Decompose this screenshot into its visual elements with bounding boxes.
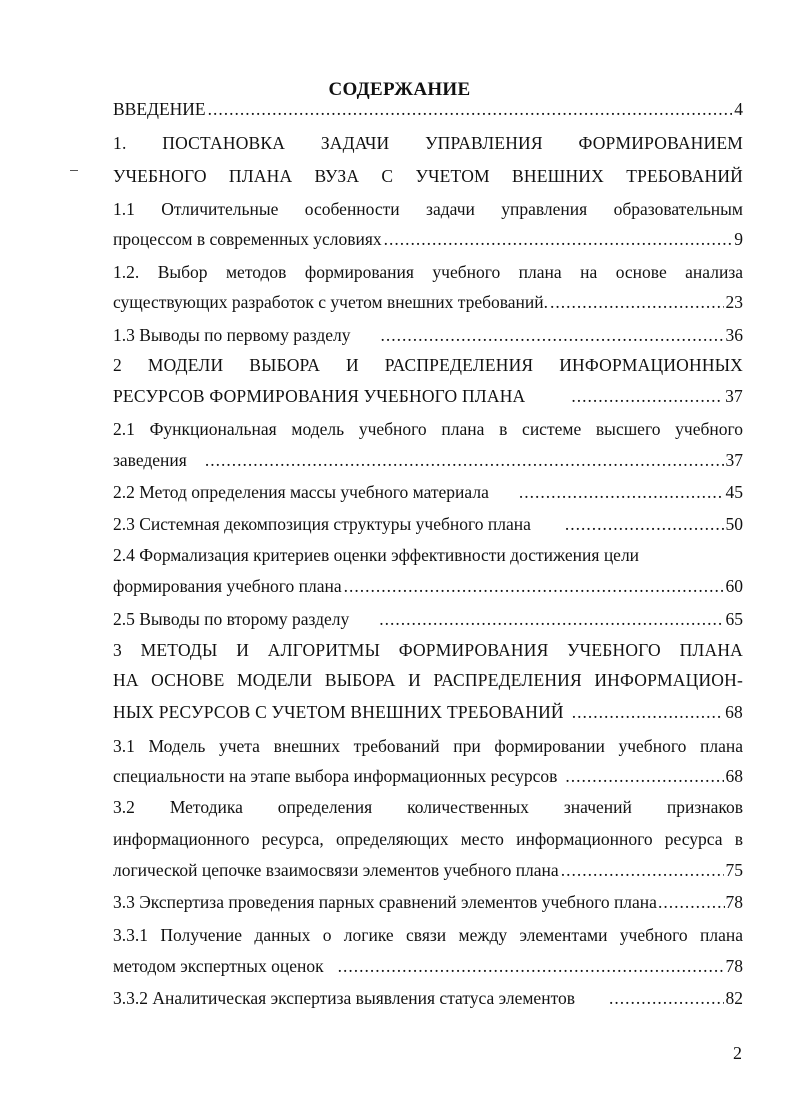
toc-entry-3-3-1-line-1: 3.3.1 Получение данных о логике связи между элементами учебного плана — [113, 925, 743, 945]
toc-entry-text: процессом в современных условиях — [113, 229, 382, 249]
dot-leader — [344, 576, 724, 596]
page-title: СОДЕРЖАНИЕ — [328, 79, 471, 100]
toc-page-number: 23 — [725, 292, 743, 312]
toc-entry-2-5 — [113, 609, 743, 629]
dot-leader — [384, 229, 733, 249]
toc-entry-text: существующих разработок с учетом внешних требований. — [113, 292, 549, 312]
toc-page-number: 68 — [725, 766, 743, 786]
dot-leader — [379, 609, 723, 629]
toc-entry-1-3 — [113, 325, 743, 345]
toc-entry-text: 2.5 Выводы по второму разделу — [113, 609, 350, 629]
toc-entry-2-1-line-2 — [113, 450, 743, 470]
dot-leader — [550, 292, 723, 312]
toc-page-number: 45 — [725, 482, 743, 502]
toc-page-number: 78 — [725, 956, 743, 976]
dot-leader — [571, 386, 723, 406]
toc-entry-1-1-line-1: 1.1 Отличительные особенности задачи управления образовательным — [113, 199, 743, 219]
toc-chapter-2-line-1: 2 МОДЕЛИ ВЫБОРА И РАСПРЕДЕЛЕНИЯ ИНФОРМАЦИОННЫХ — [113, 355, 743, 375]
dot-leader — [565, 766, 723, 786]
toc-page-number: 9 — [734, 229, 743, 249]
toc-entry-3-3-2 — [113, 988, 743, 1008]
toc-chapter-3-line-3 — [113, 702, 743, 722]
toc-page-number: 68 — [725, 702, 743, 722]
toc-entry-text: 3.3.2 Аналитическая экспертиза выявления статуса элементов — [113, 988, 575, 1008]
toc-entry-1-2-line-1: 1.2. Выбор методов формирования учебного плана на основе анализа — [113, 262, 743, 282]
toc-chapter-3-line-1: 3 МЕТОДЫ И АЛГОРИТМЫ ФОРМИРОВАНИЯ УЧЕБНОГО ПЛАНА — [113, 640, 743, 660]
dot-leader — [205, 450, 724, 470]
toc-chapter-3-line-2: НА ОСНОВЕ МОДЕЛИ ВЫБОРА И РАСПРЕДЕЛЕНИЯ ИНФОРМАЦИОН- — [113, 670, 743, 690]
dot-leader — [609, 988, 724, 1008]
dot-leader — [519, 482, 724, 502]
toc-entry-text: 1.3 Выводы по первому разделу — [113, 325, 351, 345]
page-number: 2 — [733, 1043, 742, 1063]
toc-entry-3-1-line-2 — [113, 766, 743, 786]
toc-page-number: 75 — [725, 860, 743, 880]
toc-page-number: 78 — [725, 892, 743, 912]
dot-leader — [208, 99, 733, 119]
toc-entry-2-4-line-2 — [113, 576, 743, 596]
toc-page-number: 37 — [725, 450, 743, 470]
dot-leader — [658, 892, 725, 912]
toc-entry-text: 2.2 Метод определения массы учебного материала — [113, 482, 489, 502]
toc-entry-text: РЕСУРСОВ ФОРМИРОВАНИЯ УЧЕБНОГО ПЛАНА — [113, 386, 526, 406]
toc-entry-text: 3.3 Экспертиза проведения парных сравнений элементов учебного плана — [113, 892, 657, 912]
toc-entry-text: специальности на этапе выбора информационных ресурсов — [113, 766, 558, 786]
toc-entry-3-2-line-3 — [113, 860, 743, 880]
toc-entry-text: 2.3 Системная декомпозиция структуры учебного плана — [113, 514, 531, 534]
toc-entry-text: формирования учебного плана — [113, 576, 342, 596]
toc-entry-3-2-line-2: информационного ресурса, определяющих место информационного ресурса в — [113, 829, 743, 849]
dot-leader — [565, 514, 724, 534]
toc-entry-text: НЫХ РЕСУРСОВ С УЧЕТОМ ВНЕШНИХ ТРЕБОВАНИЙ — [113, 702, 564, 722]
toc-entry-3-2-line-1: 3.2 Методика определения количественных значений признаков — [113, 797, 743, 817]
toc-entry-3-3 — [113, 892, 743, 912]
toc-entry-text: методом экспертных оценок — [113, 956, 324, 976]
dot-leader — [381, 325, 724, 345]
toc-entry-2-3 — [113, 514, 743, 534]
toc-page-number: 60 — [725, 576, 743, 596]
toc-page-number: 36 — [725, 325, 743, 345]
toc-entry-2-1-line-1: 2.1 Функциональная модель учебного плана в системе высшего учебного — [113, 419, 743, 439]
dot-leader — [572, 702, 723, 722]
toc-chapter-1-line-2: УЧЕБНОГО ПЛАНА ВУЗА С УЧЕТОМ ВНЕШНИХ ТРЕБОВАНИЙ — [113, 166, 743, 186]
toc-entry-introduction — [113, 99, 743, 119]
scan-mark — [70, 170, 78, 171]
toc-entry-text: логической цепочке взаимосвязи элементов учебного плана — [113, 860, 559, 880]
toc-entry-3-3-1-line-2 — [113, 956, 743, 976]
toc-entry-3-1-line-1: 3.1 Модель учета внешних требований при формировании учебного плана — [113, 736, 743, 756]
toc-page-number: 4 — [734, 99, 743, 119]
toc-page-number: 65 — [725, 609, 743, 629]
toc-chapter-1-line-1: 1. ПОСТАНОВКА ЗАДАЧИ УПРАВЛЕНИЯ ФОРМИРОВАНИЕМ — [113, 133, 743, 153]
dot-leader — [338, 956, 724, 976]
toc-page-number: 50 — [725, 514, 743, 534]
toc-page-number: 37 — [725, 386, 743, 406]
toc-entry-1-2-line-2 — [113, 292, 743, 312]
toc-entry-2-4-line-1: 2.4 Формализация критериев оценки эффективности достижения цели — [113, 545, 640, 565]
toc-chapter-2-line-2 — [113, 386, 743, 406]
toc-entry-text: ВВЕДЕНИЕ — [113, 99, 206, 119]
toc-page-number: 82 — [725, 988, 743, 1008]
toc-entry-text: заведения — [113, 450, 187, 470]
toc-entry-1-1-line-2 — [113, 229, 743, 249]
toc-entry-2-2 — [113, 482, 743, 502]
dot-leader — [561, 860, 724, 880]
